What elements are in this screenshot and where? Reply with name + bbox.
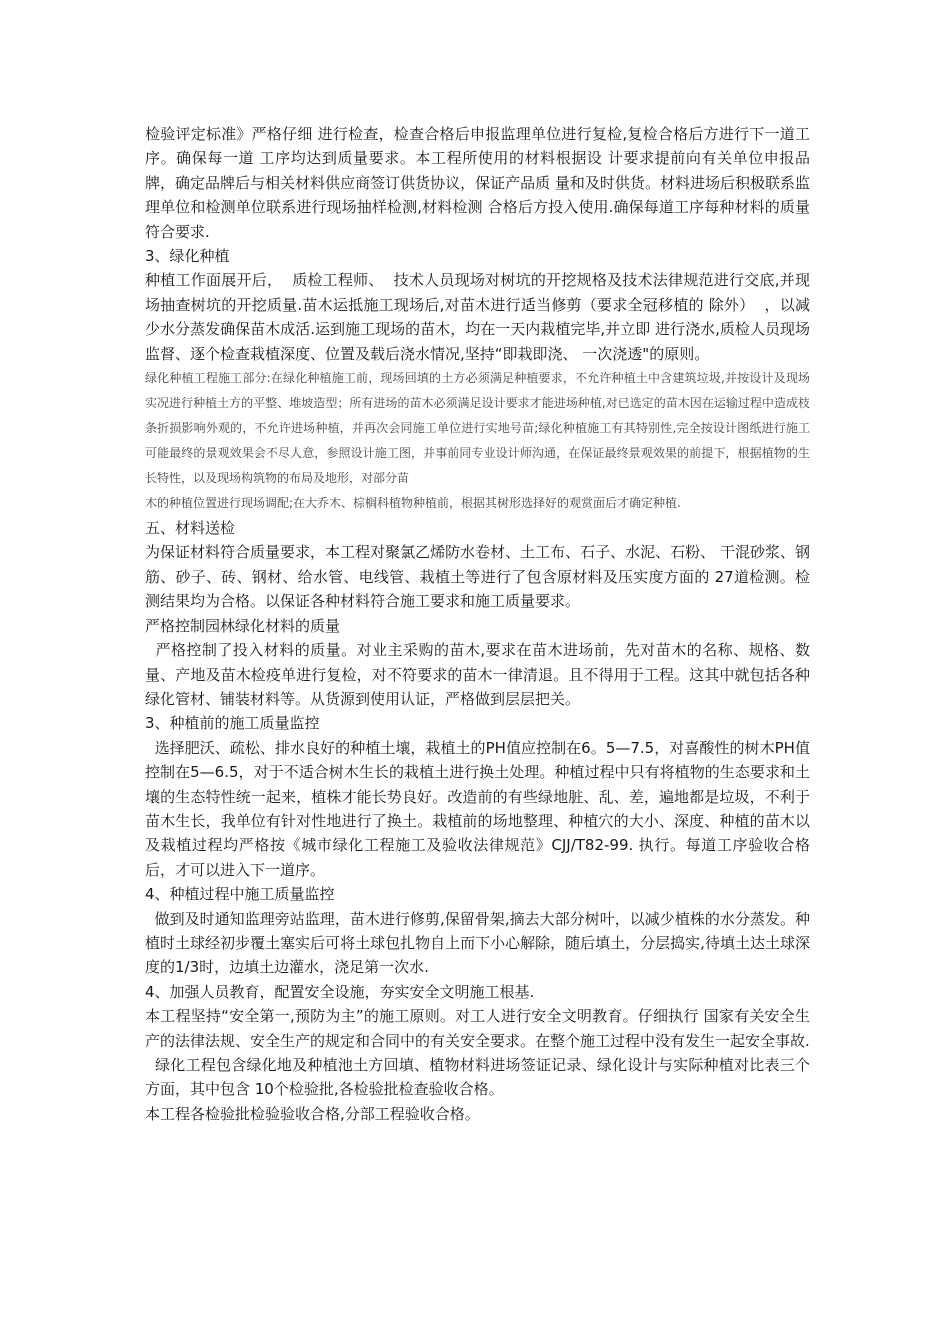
paragraph-material-testing: 为保证材料符合质量要求，本工程对聚氯乙烯防水卷材、土工布、石子、水泥、石粉、 干混砂浆、钢筋、砂子、砖、钢材、给水管、电线管、栽植土等进行了包含原材料及压实度方面的 27道检测。检测结果均为合格。以保证各种材料符合施工要求和施工质量要求。	[145, 543, 810, 611]
paragraph-inspection: 检验评定标准》严格仔细 进行检查，检查合格后申报监理单位进行复检,复检合格后方进行下一道工序。确保每一道 工序均达到质量要求。本工程所使用的材料根据设 计要求提前向有关单位申报品牌，确定品牌后与相关材料供应商签订供货协议，保证产品质 量和及时供货。材料进场后积极联系监理单位和检测单位联系进行现场抽样检测,材料检测 合格后方投入使用.确保每道工序每种材料的质量符合要求.	[145, 125, 810, 241]
heading-pre-planting: 3、种植前的施工质量监控	[145, 714, 320, 733]
paragraph-soil-control: 选择肥沃、疏松、排水良好的种植土壤，栽植土的PH值应控制在6。5—7.5，对喜酸性的树木PH值控制在5—6.5，对于不适合树木生长的栽植土进行换土处理。种植过程中只有将植物的生态要求和土壤的生态特性统一起来，植株才能长势良好。改造前的有些绿地脏、乱、差，遍地都是垃圾，不利于苗木生长，我单位有针对性地进行了换土。栽植前的场地整理、种植穴的大小、深度、种植的苗木以及栽植过程均严格按《城市绿化工程施工及验收法律规范》CJJ/T82-99. 执行。每道工序验收合格后，才可以进入下一道序。	[145, 738, 810, 879]
heading-material-quality: 严格控制园林绿化材料的质量	[145, 616, 341, 635]
paragraph-planting-process: 做到及时通知监理旁站监理，苗木进行修剪,保留骨架,摘去大部分树叶，以减少植株的水分蒸发。种植时土球经初步覆土塞实后可将土球包扎物自上而下小心解除，随后填土，分层捣实,待填土达土球深度的1/3时，边填土边灌水，浇足第一次水.	[145, 909, 810, 977]
paragraph-inspection-batches: 绿化工程包含绿化地及种植池土方回填、植物材料进场签证记录、绿化设计与实际种植对比表三个方面，其中包含 10个检验批,各检验批检查验收合格。	[145, 1056, 810, 1099]
paragraph-acceptance-result: 本工程各检验批检验验收合格,分部工程验收合格。	[145, 1104, 480, 1123]
heading-material-inspection: 五、材料送检	[145, 519, 236, 538]
heading-during-planting: 4、种植过程中施工质量监控	[145, 885, 335, 904]
heading-safety-education: 4、加强人员教育，配置安全设施，夯实安全文明施工根基.	[145, 982, 535, 1001]
paragraph-material-control: 严格控制了投入材料的质量。对业主采购的苗木,要求在苗木进场前，先对苗木的名称、规格、数量、产地及苗木检疫单进行复检，对不符要求的苗木一律清退。且不得用于工程。这其中就包括各种绿化管材、铺装材料等。从货源到使用认证，严格做到层层把关。	[145, 641, 810, 708]
paragraph-planting-construction: 绿化种植工程施工部分:在绿化种植施工前，现场回填的土方必须满足种植要求，不允许种植土中含建筑垃圾,并按设计及现场实况进行种植土方的平整、堆坡造型；所有进场的苗木必须满足设计要求才能进场种植,对已选定的苗木因在运输过程中造成枝条折损影响外观的，不允许进场种植，并再次会同施工单位进行实地号苗;绿化种植施工有其特别性,完全按设计图纸进行施工可能最终的景观效果会不尽人意，参照设计施工图，并事前同专业设计师沟通，在保证最终景观效果的前提下，根据植物的生长特性，以及现场构筑物的布局及地形，对部分苗	[145, 371, 810, 486]
paragraph-planting-position: 木的种植位置进行现场调配;在大乔木、棕榈科植物种植前，根据其树形选择好的观赏面后才确定种植.	[145, 496, 681, 511]
paragraph-planting-work: 种植工作面展开后， 质检工程师、 技术人员现场对树坑的开挖规格及技术法律规范进行交底,并现场抽查树坑的开挖质量.苗木运抵施工现场后,对苗木进行适当修剪（要求全冠移植的 除外） ，以减少水分蒸发确保苗木成活.运到施工现场的苗木，均在一天内栽植完毕,并立即 进行浇水,质检人员现场监督、逐个检查栽植深度、位置及载后浇水情况,坚持“即栽即浇、 一次浇透"的原则。	[145, 271, 810, 363]
heading-greening-planting: 3、绿化种植	[145, 247, 230, 266]
paragraph-safety-principle: 本工程坚持“安全第一,预防为主”的施工原则。对工人进行安全文明教育。仔细执行 国家有关安全生产的法律法规、安全生产的规定和合同中的有关安全要求。在整个施工过程中没有发生一起安全事故.	[145, 1007, 810, 1050]
document-page	[145, 122, 810, 1126]
